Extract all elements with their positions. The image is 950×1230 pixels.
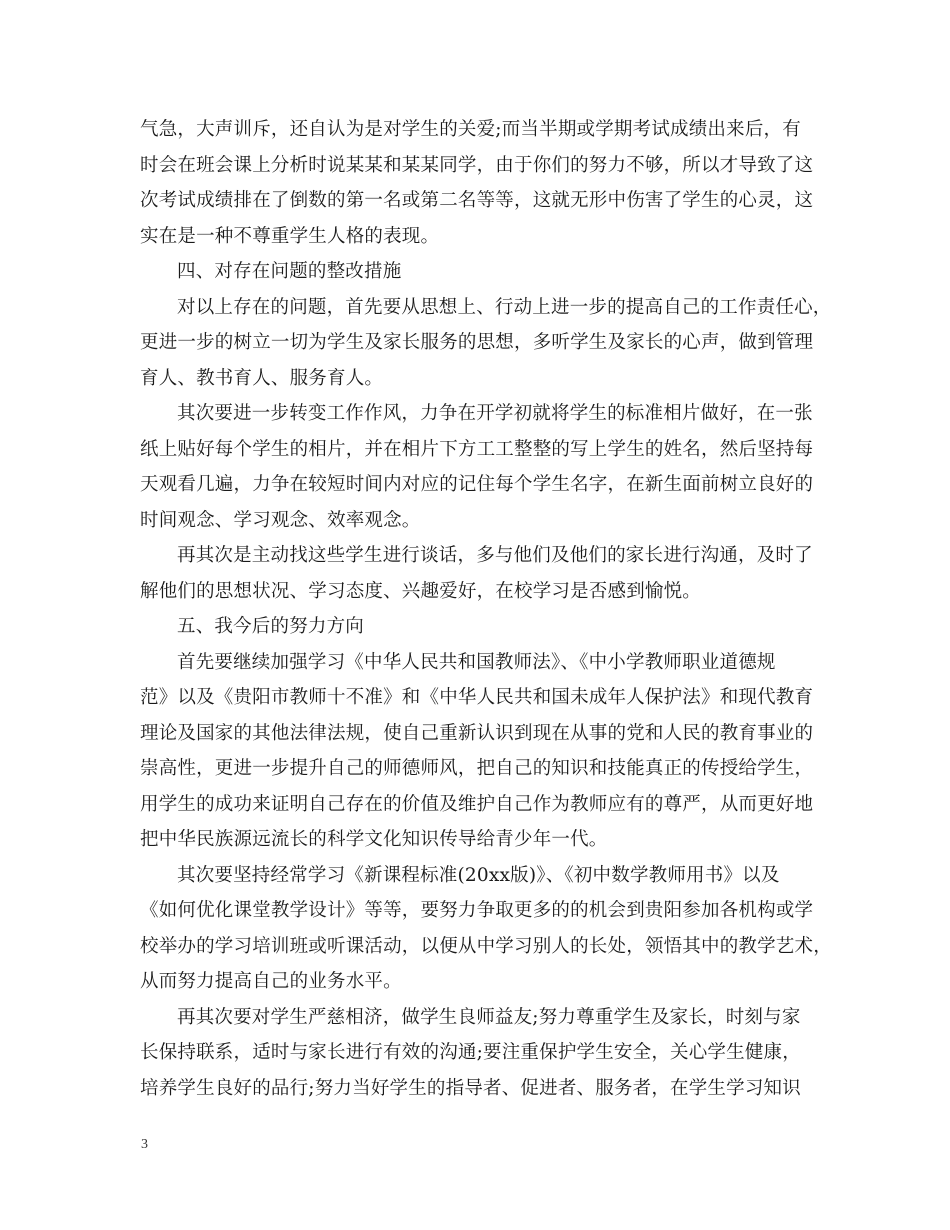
- text-line: 理论及国家的其他法律法规，使自己重新认识到现在从事的党和人民的教育事业的: [140, 722, 814, 744]
- text-line: 崇高性，更进一步提升自己的师德师风，把自己的知识和技能真正的传授给学生，: [140, 758, 814, 779]
- text-line: 再其次要对学生严慈相济，做学生良师益友;努力尊重学生及家长，时刻与家: [177, 1006, 801, 1028]
- text-line: 时间观念、学习观念、效率观念。: [140, 509, 421, 531]
- text-line: 时会在班会课上分析时说某某和某某同学，由于你们的努力不够，所以才导致了这: [140, 154, 814, 176]
- text-line: 把中华民族源远流长的科学文化知识传导给青少年一代。: [140, 829, 608, 850]
- text-line: 纸上贴好每个学生的相片，并在相片下方工工整整的写上学生的姓名，然后坚持每: [140, 438, 814, 460]
- text-line: 天观看几遍，力争在较短时间内对应的记住每个学生名字，在新生面前树立良好的: [140, 474, 814, 495]
- text-line: 解他们的思想状况、学习态度、兴趣爱好，在校学习是否感到愉悦。: [140, 580, 702, 602]
- text-line: 长保持联系，适时与家长进行有效的沟通;要注重保护学生安全，关心学生健康，: [140, 1042, 801, 1063]
- text-line: 四、对存在问题的整改措施: [177, 261, 402, 282]
- text-line: 对以上存在的问题，首先要从思想上、行动上进一步的提高自己的工作责任心，: [177, 296, 832, 318]
- text-line: 次考试成绩排在了倒数的第一名或第二名等等，这就无形中伤害了学生的心灵，这: [140, 190, 814, 211]
- text-line: 再其次是主动找这些学生进行谈话，多与他们及他们的家长进行沟通，及时了: [177, 545, 813, 566]
- text-line: 更进一步的树立一切为学生及家长服务的思想，多听学生及家长的心声，做到管理: [140, 332, 814, 353]
- text-line: 育人、教书育人、服务育人。: [140, 367, 384, 389]
- text-line: 实在是一种不尊重学生人格的表现。: [140, 225, 440, 247]
- text-line: 气急，大声训斥，还自认为是对学生的关爱;而当半期或学期考试成绩出来后，有: [140, 119, 801, 140]
- text-line: 五、我今后的努力方向: [177, 616, 365, 637]
- text-line: 《如何优化课堂教学设计》等等，要努力争取更多的的机会到贵阳参加各机构或学: [140, 900, 814, 921]
- page-number: 3: [141, 1137, 148, 1152]
- text-line: 范》以及《贵阳市教师十不准》和《中华人民共和国未成年人保护法》和现代教育: [140, 687, 814, 708]
- text-line: 培养学生良好的品行;努力当好学生的指导者、促进者、服务者，在学生学习知识: [140, 1077, 801, 1099]
- text-line: 用学生的成功来证明自己存在的价值及维护自己作为教师应有的尊严，从而更好地: [140, 793, 814, 815]
- text-line: 从而努力提高自己的业务水平。: [140, 971, 402, 992]
- text-line: 其次要进一步转变工作作风，力争在开学初就将学生的标准相片做好，在一张: [177, 403, 813, 424]
- text-line: 校举办的学习培训班或听课活动，以便从中学习别人的长处，领悟其中的教学艺术，: [140, 935, 832, 957]
- text-line: 其次要坚持经常学习《新课程标准(20xx版)》、《初中数学教师用书》以及: [177, 864, 780, 886]
- text-line: 首先要继续加强学习《中华人民共和国教师法》、《中小学教师职业道德规: [177, 651, 776, 673]
